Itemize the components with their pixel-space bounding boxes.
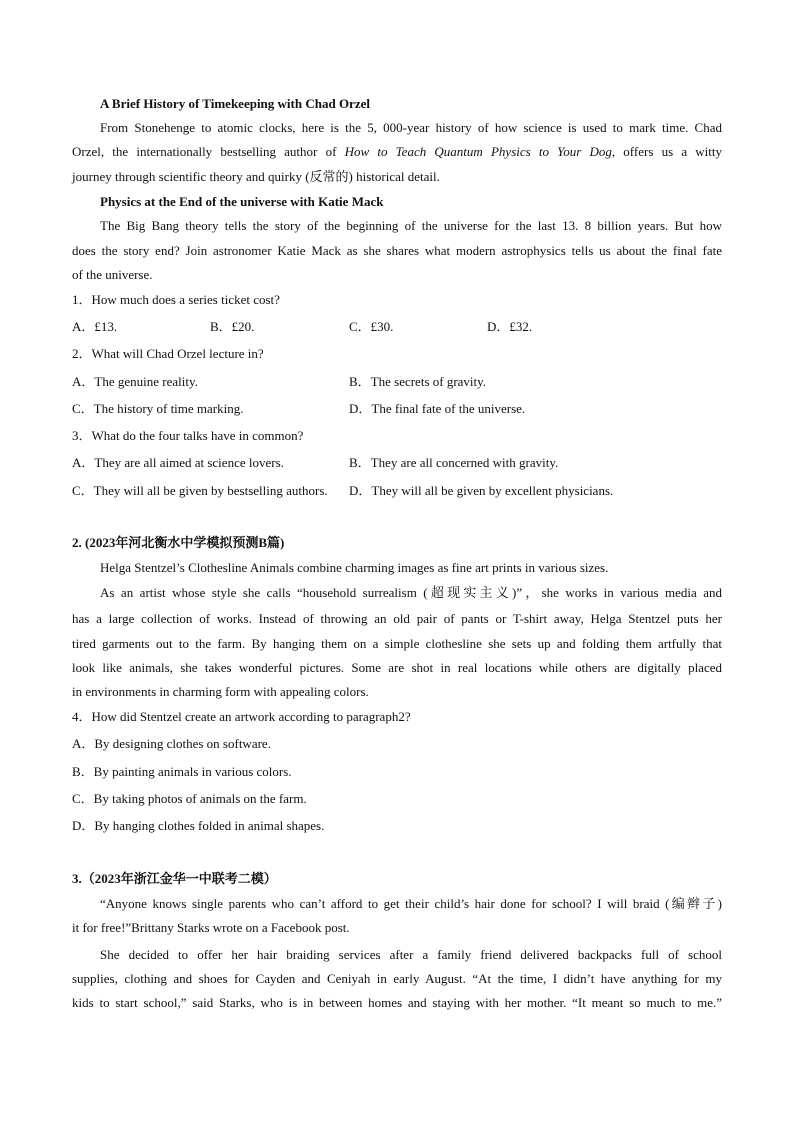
question-stem: 3．What do the four talks have in common?: [72, 428, 304, 443]
option-c: C．£30.: [349, 319, 394, 334]
option-d: D．They will all be given by excellent physicians.: [349, 483, 614, 498]
option-b: B．They are all concerned with gravity.: [349, 455, 559, 470]
paragraph-line: “Anyone knows single parents who can’t afford to get their child’s hair done for school? I will braid (编辫子): [100, 896, 722, 911]
section-title: 3.（2023年浙江金华一中联考二模）: [72, 871, 277, 886]
paragraph-line: supplies, clothing and shoes for Cayden and Ceniyah in early August. “At the time, I didn’t have anything for my: [72, 971, 722, 986]
option-c: C．They will all be given by bestselling authors.: [72, 483, 328, 498]
paragraph-line: From Stonehenge to atomic clocks, here is the 5, 000-year history of how science is used to mark time. Chad: [100, 120, 722, 135]
paragraph-line: Orzel, the internationally bestselling author of How to Teach Quantum Physics to Your Dog, offers us a witty: [72, 144, 722, 159]
option-c: C．By taking photos of animals on the farm.: [72, 791, 307, 806]
paragraph-line: of the universe.: [72, 267, 153, 282]
option-b: B．The secrets of gravity.: [349, 374, 487, 389]
option-a: A．By designing clothes on software.: [72, 736, 271, 751]
option-d: D．By hanging clothes folded in animal shapes.: [72, 818, 325, 833]
paragraph-line: in environments in charming form with appealing colors.: [72, 684, 369, 699]
option-c: C．The history of time marking.: [72, 401, 244, 416]
paragraph-line: Helga Stentzel’s Clothesline Animals combine charming images as fine art prints in various sizes.: [100, 560, 609, 575]
question-stem: 1．How much does a series ticket cost?: [72, 292, 280, 307]
option-a: A．£13.: [72, 319, 118, 334]
option-d: D．The final fate of the universe.: [349, 401, 526, 416]
paragraph-line: The Big Bang theory tells the story of the beginning of the universe for the last 13. 8 billion years. But how: [100, 218, 722, 233]
talk-heading-physics: Physics at the End of the universe with Katie Mack: [100, 194, 384, 209]
question-stem: 2．What will Chad Orzel lecture in?: [72, 346, 264, 361]
paragraph-line: does the story end? Join astronomer Katie Mack as she shares what modern astrophysics tells us about the final fate: [72, 243, 722, 258]
option-b: B．By painting animals in various colors.: [72, 764, 292, 779]
talk-heading-timekeeping: A Brief History of Timekeeping with Chad Orzel: [100, 96, 370, 111]
section-title: 2. (2023年河北衡水中学模拟预测B篇): [72, 535, 285, 550]
question-stem: 4．How did Stentzel create an artwork according to paragraph2?: [72, 709, 411, 724]
option-d: D．£32.: [487, 319, 533, 334]
paragraph-line: She decided to offer her hair braiding services after a family friend delivered backpacks full of school: [100, 947, 722, 962]
option-a: A．They are all aimed at science lovers.: [72, 455, 284, 470]
book-title: How to Teach Quantum Physics to Your Dog: [344, 144, 612, 159]
paragraph-line: tired garments out to the farm. By hanging them on a simple clothesline she sets up and folding them artfully that: [72, 636, 722, 651]
paragraph-line: look like animals, she takes wonderful pictures. Some are shot in real locations while others are digitally placed: [72, 660, 722, 675]
paragraph-line: As an artist whose style she calls “household surrealism (超现实主义)”，she works in various media and: [100, 585, 722, 600]
paragraph-line: kids to start school,” said Starks, who is in between homes and staying with her mother. “It meant so much to me.”: [72, 995, 722, 1010]
paragraph-line: has a large collection of works. Instead of throwing an old pair of pants or T-shirt away, Helga Stentzel puts her: [72, 611, 722, 626]
option-b: B．£20.: [210, 319, 255, 334]
paragraph-line: it for free!”Brittany Starks wrote on a Facebook post.: [72, 920, 350, 935]
paragraph-line: journey through scientific theory and quirky (反常的) historical detail.: [72, 169, 440, 184]
option-a: A．The genuine reality.: [72, 374, 198, 389]
